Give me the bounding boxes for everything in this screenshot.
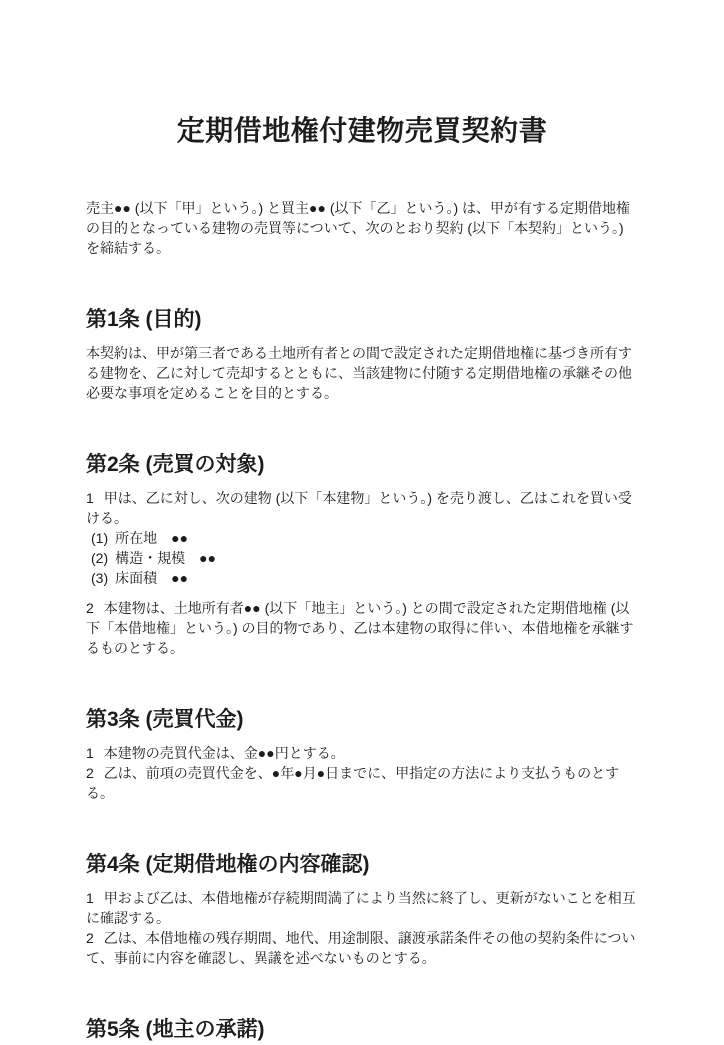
clause-item xyxy=(86,888,638,928)
clause-number: 1 xyxy=(86,890,94,906)
detail-value: ●● xyxy=(171,570,189,586)
article-section xyxy=(86,450,638,658)
clause-text: 本建物の売買代金は、金●●円とする。 xyxy=(103,745,345,761)
clause-text: 甲は、乙に対し、次の建物 (以下「本建物」という。) を売り渡し、乙はこれを買い受ける。 xyxy=(86,490,632,526)
detail-value: ●● xyxy=(199,550,217,566)
clause-item xyxy=(86,488,638,528)
document-title: 定期借地権付建物売買契約書 xyxy=(176,115,548,146)
article-heading: 第3条 (売買代金) xyxy=(86,708,244,731)
clause-number: 1 xyxy=(86,745,94,761)
detail-number: (2) xyxy=(91,550,109,566)
article-section xyxy=(86,850,638,968)
article-section xyxy=(86,305,638,403)
detail-label: 構造・規模 xyxy=(115,550,186,566)
clause-text: 甲および乙は、本借地権が存続期間満了により当然に終了し、更新がないことを相互に確認する。 xyxy=(86,890,636,926)
detail-item xyxy=(86,528,638,548)
detail-number: (3) xyxy=(91,570,109,586)
clause-number: 2 xyxy=(86,600,94,616)
detail-item xyxy=(86,568,638,588)
clause-number: 2 xyxy=(86,930,94,946)
intro-paragraph: 売主●● (以下「甲」という。) と買主●● (以下「乙」という。) は、甲が有する定期借地権の目的となっている建物の売買等について、次のとおり契約 (以下「本契約」という。) を締結する。 xyxy=(86,200,631,256)
clause-item xyxy=(86,598,638,658)
clause-number: 2 xyxy=(86,765,94,781)
clause-text: 本建物は、土地所有者●● (以下「地主」という。) との間で設定された定期借地権 (以下「本借地権」という。) の目的物であり、乙は本建物の取得に伴い、本借地権を承継するものとする。 xyxy=(86,600,634,656)
clause-text: 乙は、本借地権の残存期間、地代、用途制限、譲渡承諾条件その他の契約条件について、事前に内容を確認し、異議を述べないものとする。 xyxy=(86,930,636,966)
detail-label: 床面積 xyxy=(115,570,158,586)
detail-value: ●● xyxy=(171,530,189,546)
article-heading: 第1条 (目的) xyxy=(86,308,202,331)
article-section xyxy=(86,1015,638,1045)
article-heading: 第5条 (地主の承諾) xyxy=(86,1018,265,1041)
article-heading: 第4条 (定期借地権の内容確認) xyxy=(86,853,370,876)
clause-text: 乙は、前項の売買代金を、●年●月●日までに、甲指定の方法により支払うものとする。 xyxy=(86,765,620,801)
article-section xyxy=(86,705,638,803)
clause-paragraph: 本契約は、甲が第三者である土地所有者との間で設定された定期借地権に基づき所有する建物を、乙に対して売却するとともに、当該建物に付随する定期借地権の承継その他必要な事項を定めることを目的とする。 xyxy=(86,345,632,401)
clause-item xyxy=(86,763,638,803)
detail-label: 所在地 xyxy=(115,530,158,546)
clause-item xyxy=(86,743,638,763)
clause-item xyxy=(86,928,638,968)
articles-container xyxy=(86,305,638,1045)
article-heading: 第2条 (売買の対象) xyxy=(86,453,265,476)
detail-number: (1) xyxy=(91,530,109,546)
detail-item xyxy=(86,548,638,568)
clause-number: 1 xyxy=(86,490,94,506)
